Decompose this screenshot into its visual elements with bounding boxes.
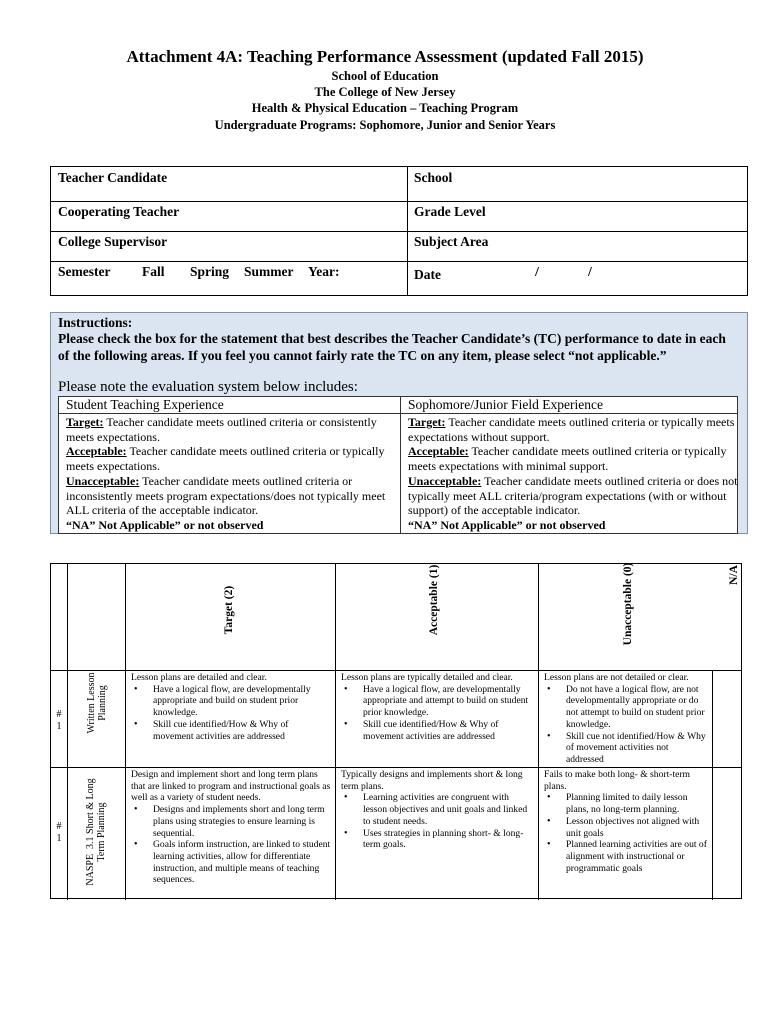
grade-level-field[interactable]: Grade Level <box>414 204 486 219</box>
teacher-candidate-field[interactable]: Teacher Candidate <box>58 170 168 185</box>
target-column-header: Target (2) <box>223 585 235 635</box>
rubric-cell-target[interactable]: Lesson plans are detailed and clear. • Have a logical flow, are developmentally appropriate and build on student prior knowledge. • Skill cue identified/How & Why of movement activities are addressed <box>131 672 331 742</box>
school-name: School of Education <box>331 69 439 83</box>
rubric-cell-unacceptable[interactable]: Lesson plans are not detailed or clear. • Do not have a logical flow, are not developmentally appropriate or do not attempt to build on student prior knowledge. • Skill cue not identified/How & Why of movement activities not addressed <box>544 672 708 766</box>
semester-spring-option[interactable]: Spring <box>190 264 230 279</box>
instructions-title: Instructions: <box>58 315 133 330</box>
list-item: • Do not have a logical flow, are not developmentally appropriate or do not attempt to build on student prior knowledge. <box>544 684 708 731</box>
date-separator: / <box>535 265 539 280</box>
date-field[interactable]: Date <box>414 267 441 282</box>
instructions-box <box>50 312 748 534</box>
rubric-table <box>50 563 742 899</box>
instructions-body: Please check the box for the statement that best describes the Teacher Candidate’s (TC) performance to date in each of the following areas. If you feel you cannot fairly rate the TC on any item, please select “not applicable.” <box>58 331 726 363</box>
row-number: # 1 <box>56 821 62 844</box>
semester-fall-option[interactable]: Fall <box>142 264 165 279</box>
list-item: • Skill cue identified/How & Why of movement activities are addressed <box>341 719 535 742</box>
program-years: Undergraduate Programs: Sophomore, Junior and Senior Years <box>214 118 556 132</box>
student-teaching-criteria: Target: Teacher candidate meets outlined criteria or consistently meets expectations. Acceptable: Teacher candidate meets outlined criteria or typically meets expectations. Unacceptable: Teacher candidate meets outlined criteria or inconsistently meets program expectations/does not typically meet ALL criteria of the acceptable indicator. “NA” Not Applicable” or not observed <box>66 415 386 532</box>
list-item: • Planned learning activities are out of alignment with instructional or programmatic goals <box>544 839 708 874</box>
rubric-cell-acceptable[interactable]: Typically designs and implements short & long term plans. • Learning activities are congruent with lesson objectives and unit goals and linked to student needs. • Uses strategies in planning short- & long-term goals. <box>341 769 535 851</box>
year-field[interactable]: Year: <box>308 264 340 279</box>
rubric-cell-target[interactable]: Design and implement short and long term plans that are linked to program and instructional goals as well as a variety of student needs. • Designs and implements short and long term plans using strategies to ensure learning is sequential. • Goals inform instruction, are linked to student learning activities, allow for differentiate instruction, and multiple means of teaching sequences. <box>131 769 331 886</box>
list-item: • Learning activities are congruent with lesson objectives and unit goals and linked to student needs. <box>341 792 535 827</box>
field-experience-criteria: Target: Teacher candidate meets outlined criteria or typically meets expectations without support. Acceptable: Teacher candidate meets outlined criteria or typically meets expectations with minimal support. Unacceptable: Teacher candidate meets outlined criteria or does not typically meet ALL criteria/program expectations (with or without support) of the acceptable indicator. “NA” Not Applicable” or not observed <box>408 415 738 532</box>
rubric-cell-unacceptable[interactable]: Fails to make both long- & short-term plans. • Planning limited to daily lesson plans, no long-term planning. • Lesson objectives not aligned with unit goals • Planned learning activities are out of alignment with instructional or programmatic goals <box>544 769 708 874</box>
semester-label: Semester <box>58 264 111 279</box>
na-column-header: N/A <box>728 565 740 585</box>
candidate-info-table <box>50 166 748 296</box>
semester-summer-option[interactable]: Summer <box>244 264 294 279</box>
list-item: • Skill cue identified/How & Why of movement activities are addressed <box>131 719 331 742</box>
list-item: • Goals inform instruction, are linked to student learning activities, allow for differentiate instruction, and multiple means of teaching sequences. <box>131 839 331 886</box>
school-field[interactable]: School <box>414 170 453 185</box>
document-title: Attachment 4A: Teaching Performance Assessment (updated Fall 2015) <box>126 47 644 66</box>
list-item: • Lesson objectives not aligned with unit goals <box>544 816 708 839</box>
row-label-short-long-term-planning: NASPE 3.1 Short & Long Term Planning <box>85 778 107 886</box>
cooperating-teacher-field[interactable]: Cooperating Teacher <box>58 204 180 219</box>
date-separator: / <box>588 265 592 280</box>
row-label-written-lesson-planning: Written Lesson Planning <box>86 672 108 734</box>
row-number: # 1 <box>56 709 62 732</box>
list-item: • Uses strategies in planning short- & long-term goals. <box>341 828 535 851</box>
evaluation-system-table <box>58 396 738 534</box>
unacceptable-column-header: Unacceptable (0) <box>622 562 634 646</box>
acceptable-column-header: Acceptable (1) <box>428 564 440 636</box>
rubric-cell-acceptable[interactable]: Lesson plans are typically detailed and clear. • Have a logical flow, are developmentally appropriate and attempt to build on student prior knowledge. • Skill cue identified/How & Why of movement activities are addressed <box>341 672 535 742</box>
field-experience-heading: Sophomore/Junior Field Experience <box>408 397 603 412</box>
list-item: • Skill cue not identified/How & Why of movement activities not addressed <box>544 731 708 766</box>
college-name: The College of New Jersey <box>314 85 456 99</box>
list-item: • Designs and implements short and long term plans using strategies to ensure learning is sequential. <box>131 804 331 839</box>
evaluation-note: Please note the evaluation system below includes: <box>58 379 358 395</box>
subject-area-field[interactable]: Subject Area <box>414 234 489 249</box>
student-teaching-heading: Student Teaching Experience <box>66 397 224 412</box>
list-item: • Have a logical flow, are developmentally appropriate and build on student prior knowledge. <box>131 684 331 719</box>
list-item: • Have a logical flow, are developmentally appropriate and attempt to build on student prior knowledge. <box>341 684 535 719</box>
list-item: • Planning limited to daily lesson plans, no long-term planning. <box>544 792 708 815</box>
college-supervisor-field[interactable]: College Supervisor <box>58 234 168 249</box>
program-name: Health & Physical Education – Teaching Program <box>251 101 519 115</box>
